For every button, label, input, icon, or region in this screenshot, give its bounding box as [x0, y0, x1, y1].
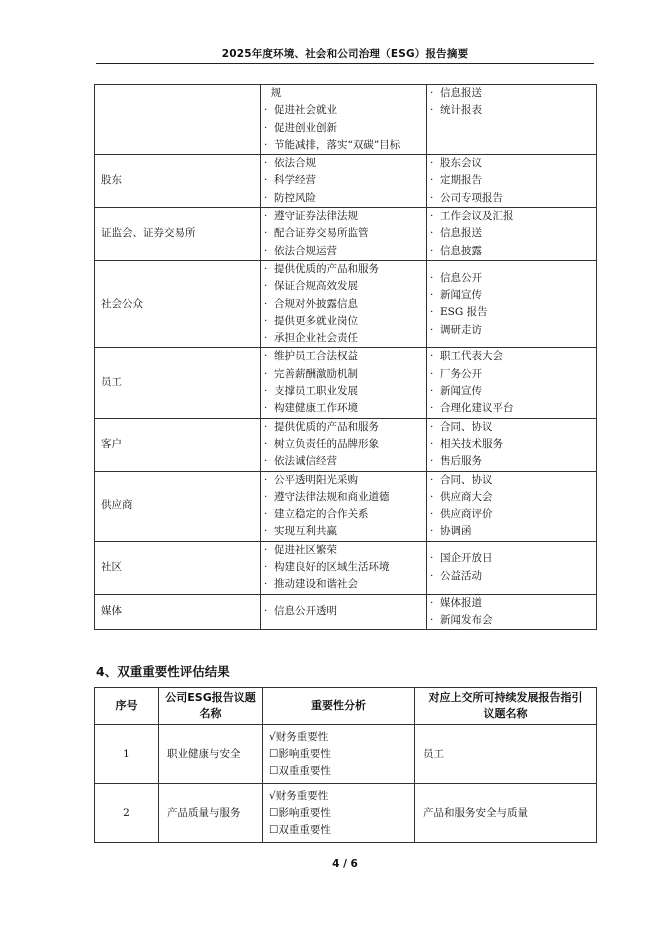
header-no: 序号	[95, 688, 159, 725]
stakeholder-name: 媒体	[95, 594, 261, 630]
header-topic	[159, 688, 263, 725]
table-row	[95, 155, 597, 208]
demand-list	[261, 418, 427, 471]
list-item: · 股东会议	[430, 157, 482, 170]
demand-list	[261, 208, 427, 261]
list-item: · 统计报表	[430, 104, 482, 117]
list-item: · 职工代表大会	[430, 350, 503, 363]
list-item: · 供应商大会	[430, 490, 493, 503]
channel-list	[427, 155, 597, 208]
stakeholder-name: 证监会、证券交易所	[95, 208, 261, 261]
list-item: · 保证合规高效发展	[264, 280, 358, 293]
stakeholder-name: 供应商	[95, 471, 261, 541]
channel-list	[427, 594, 597, 630]
list-item: · 公益活动	[430, 569, 482, 582]
list-item: · 合理化建议平台	[430, 402, 514, 415]
list-item: · 提供更多就业岗位	[264, 314, 358, 327]
materiality-table	[94, 687, 597, 843]
table-row	[95, 208, 597, 261]
check-impact: ☐影响重要性	[269, 806, 331, 819]
list-item: · 合同、协议	[430, 473, 493, 486]
list-item: · 提供优质的产品和服务	[264, 262, 379, 275]
demand-list	[261, 260, 427, 347]
list-item: · 相关技术服务	[430, 437, 503, 450]
header-topic-line2: 名称	[199, 707, 222, 720]
table-row	[95, 725, 597, 784]
list-item: · 公司专项报告	[430, 191, 503, 204]
table-row	[95, 471, 597, 541]
channel-list	[427, 208, 597, 261]
channel-list	[427, 541, 597, 594]
header-mapped-line2: 议题名称	[483, 707, 528, 720]
stakeholder-name	[95, 85, 261, 155]
list-item: · 构建良好的区域生活环境	[264, 561, 390, 574]
list-item: · 新闻宣传	[430, 385, 482, 398]
check-impact: ☐影响重要性	[269, 747, 331, 760]
list-item: · 公平透明阳光采购	[264, 473, 358, 486]
demand-list	[261, 85, 427, 155]
list-item: · 信息公开	[430, 271, 482, 284]
list-item: · 提供优质的产品和服务	[264, 420, 379, 433]
row-number: 2	[95, 784, 159, 843]
mapped-topic: 产品和服务安全与质量	[415, 784, 597, 843]
page-number: 4 / 6	[332, 858, 358, 870]
header-analysis: 重要性分析	[263, 688, 415, 725]
list-item: · 建立稳定的合作关系	[264, 508, 369, 521]
check-double: ☐双重重要性	[269, 764, 331, 777]
table-row	[95, 348, 597, 418]
demand-list	[261, 348, 427, 418]
stakeholder-name: 股东	[95, 155, 261, 208]
list-item: · 构建健康工作环境	[264, 402, 358, 415]
list-item: · 媒体报道	[430, 596, 482, 609]
list-item: · 合规对外披露信息	[264, 297, 358, 310]
list-item: · 协调函	[430, 525, 472, 538]
topic-name: 产品质量与服务	[159, 784, 263, 843]
stakeholder-name: 社区	[95, 541, 261, 594]
list-item: · 依法诚信经营	[264, 455, 337, 468]
list-item: · 支撑员工职业发展	[264, 385, 358, 398]
list-item: · 定期报告	[430, 174, 482, 187]
table-row	[95, 418, 597, 471]
table-row	[95, 260, 597, 347]
list-item: · 遵守证券法律法规	[264, 210, 358, 223]
stakeholder-name: 社会公众	[95, 260, 261, 347]
mapped-topic: 员工	[415, 725, 597, 784]
table-row	[95, 784, 597, 843]
demand-list	[261, 155, 427, 208]
list-item: · 国企开放日	[430, 552, 493, 565]
channel-list	[427, 418, 597, 471]
table-row	[95, 85, 597, 155]
list-item: · 依法合规	[264, 157, 316, 170]
list-item: · 节能减排，落实“双碳”目标	[264, 138, 401, 151]
header-rule	[96, 63, 594, 64]
header-topic-line1: 公司ESG报告议题	[165, 691, 256, 704]
channel-list	[427, 85, 597, 155]
list-item: · 配合证券交易所监管	[264, 227, 369, 240]
list-item: · 承担企业社会责任	[264, 332, 358, 345]
list-item: · 工作会议及汇报	[430, 210, 514, 223]
table-row	[95, 541, 597, 594]
list-item: · 信息报送	[430, 87, 482, 99]
stakeholder-name: 员工	[95, 348, 261, 418]
stakeholder-name: 客户	[95, 418, 261, 471]
list-item: · 厂务公开	[430, 367, 482, 380]
channel-list	[427, 260, 597, 347]
list-item: · 完善薪酬激励机制	[264, 367, 358, 380]
table-header-row	[95, 688, 597, 725]
list-item: · 合同、协议	[430, 420, 493, 433]
list-item: · 防控风险	[264, 191, 316, 204]
list-item: · 科学经营	[264, 174, 316, 187]
list-item: · 推动建设和谐社会	[264, 578, 358, 591]
section-heading: 4、双重重要性评估结果	[96, 664, 230, 679]
demand-list	[261, 541, 427, 594]
list-item: · 促进社区繁荣	[264, 543, 337, 556]
list-item: · 信息公开透明	[264, 605, 337, 618]
page-header-title: 2025年度环境、社会和公司治理（ESG）报告摘要	[221, 48, 469, 60]
check-double: ☐双重重要性	[269, 823, 331, 836]
list-item: 规	[270, 87, 282, 99]
list-item: · 调研走访	[430, 323, 482, 336]
list-item: · 维护员工合法权益	[264, 350, 358, 363]
topic-name: 职业健康与安全	[159, 725, 263, 784]
materiality-checks	[263, 784, 415, 843]
demand-list	[261, 594, 427, 630]
list-item: · 信息披露	[430, 244, 482, 257]
list-item: · 新闻宣传	[430, 288, 482, 301]
materiality-checks	[263, 725, 415, 784]
table-row	[95, 594, 597, 630]
check-financial: √财务重要性	[269, 730, 329, 743]
list-item: · ESG 报告	[430, 306, 488, 319]
list-item: · 促进创业创新	[264, 121, 337, 134]
list-item: · 树立负责任的品牌形象	[264, 437, 379, 450]
demand-list	[261, 471, 427, 541]
row-number: 1	[95, 725, 159, 784]
header-mapped	[415, 688, 597, 725]
list-item: · 供应商评价	[430, 508, 493, 521]
list-item: · 售后服务	[430, 455, 482, 468]
channel-list	[427, 348, 597, 418]
list-item: · 实现互利共赢	[264, 525, 337, 538]
list-item: · 信息报送	[430, 227, 482, 240]
list-item: · 促进社会就业	[264, 104, 337, 117]
header-mapped-line1: 对应上交所可持续发展报告指引	[428, 691, 583, 704]
list-item: · 新闻发布会	[430, 613, 493, 626]
list-item: · 依法合规运营	[264, 244, 337, 257]
list-item: · 遵守法律法规和商业道德	[264, 490, 390, 503]
check-financial: √财务重要性	[269, 789, 329, 802]
channel-list	[427, 471, 597, 541]
stakeholder-table	[94, 84, 597, 630]
